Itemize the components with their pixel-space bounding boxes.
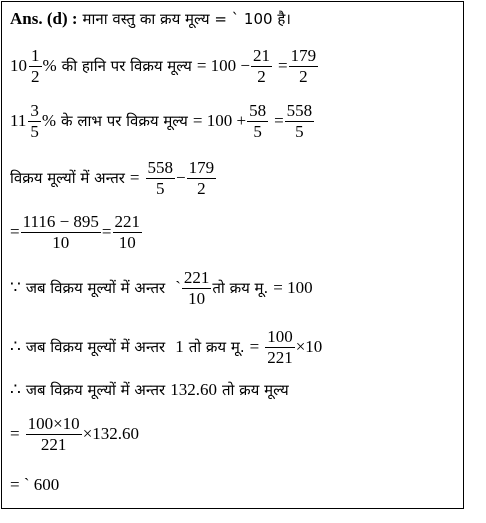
loss-text: की हानि पर विक्रय मूल्य xyxy=(61,57,192,76)
fraction: $\frac{100}{221}$ xyxy=(267,327,293,367)
fraction: $\frac{1116 - 895}{10}$ xyxy=(22,212,99,252)
answer-line xyxy=(10,9,291,29)
since-line: ∵ जब विक्रय मूल्यों में अन्तर ` $\frac{221}{10}$ तो क्रय मू. = 100 xyxy=(10,268,313,308)
fraction: $\frac{100\times 10}{221}$ xyxy=(27,414,80,454)
therefore-line-2: ∴ जब विक्रय मूल्यों में अन्तर 132.60 तो क्रय मूल्य xyxy=(10,380,289,399)
profit-text: के लाभ पर विक्रय मूल्य xyxy=(61,112,188,131)
fraction: $\frac{221}{10}$ xyxy=(114,212,141,252)
difference-text: विक्रय मूल्यों में अन्तर xyxy=(10,169,125,188)
difference-calc-line: = $\frac{1116 - 895}{10}$ = $\frac{221}{10}$ xyxy=(10,212,141,252)
therefore-line-1: ∴ जब विक्रय मूल्यों में अन्तर 1 तो क्रय मू. = $\frac{100}{221}$ ×10 xyxy=(10,327,323,367)
therefore-symbol: ∴ xyxy=(10,337,21,357)
difference-line: विक्रय मूल्यों में अन्तर = $\frac{558}{5}$ − $\frac{179}{2}$ xyxy=(10,158,215,198)
fraction: $\frac{221}{10}$ xyxy=(183,268,210,308)
fraction: $\frac{558}{5}$ xyxy=(147,158,173,198)
final-answer: = ` 600 xyxy=(10,475,60,494)
answer-label: Ans. (d) : xyxy=(10,9,78,28)
fraction: $\frac{179}{2}$ xyxy=(188,158,215,198)
therefore-symbol: ∴ xyxy=(10,380,21,399)
profit-selling-price-line: 11 $\frac{3}{5}$ % के लाभ पर विक्रय मूल्य = 100 + $\frac{58}{5}$ = $\frac{558}{5}$ xyxy=(10,101,313,141)
assumption-text: माना वस्तु का क्रय मूल्य = ` 100 है। xyxy=(82,10,291,28)
loss-percent: 10 $\frac{1}{2}$ % xyxy=(10,46,57,86)
because-symbol: ∵ xyxy=(10,278,21,298)
cost-calc-line: = $\frac{100\times 10}{221}$ ×132.60 xyxy=(10,414,140,454)
fraction: $\frac{179}{2}$ xyxy=(290,46,317,86)
fraction: $\frac{58}{5}$ xyxy=(249,101,267,141)
fraction: $\frac{558}{5}$ xyxy=(286,101,313,141)
final-answer-line xyxy=(10,475,59,495)
fraction: $\frac{21}{2}$ xyxy=(253,46,271,86)
loss-selling-price-line: 10 $\frac{1}{2}$ % की हानि पर विक्रय मूल्य = 100 − $\frac{21}{2}$ = $\frac{179}{2}$ xyxy=(10,46,317,86)
profit-percent: 11 $\frac{3}{5}$ % xyxy=(10,101,57,141)
